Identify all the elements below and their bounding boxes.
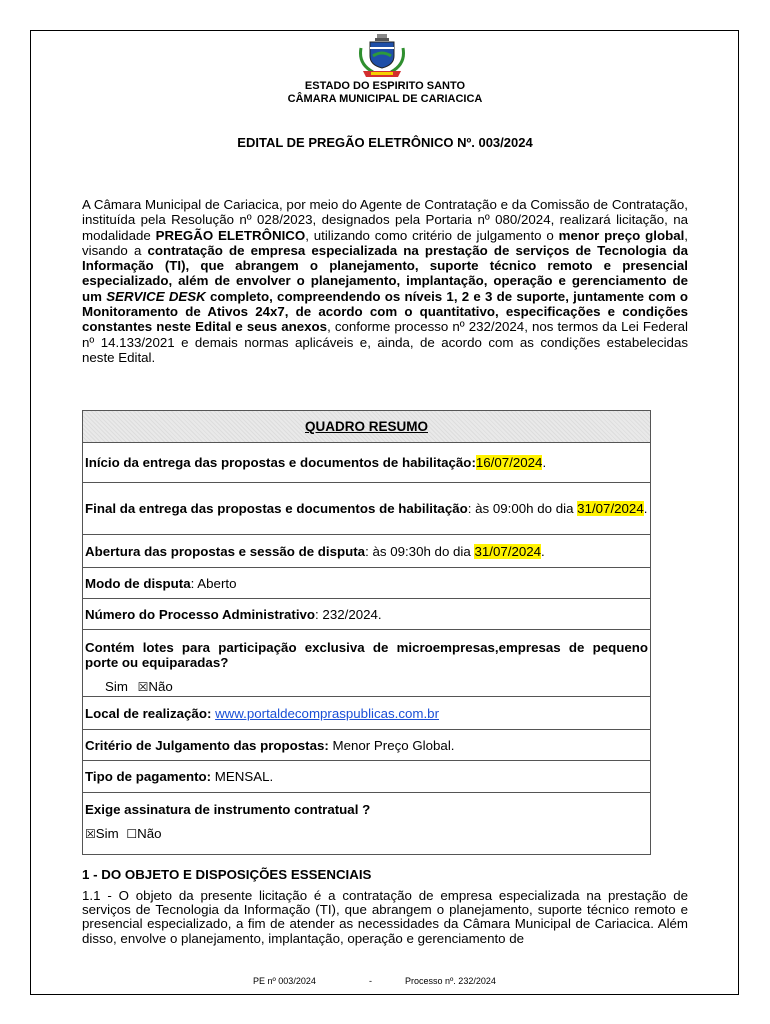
row-value: : às 09:00h do dia [467,501,578,516]
intro-bold: menor preço global [558,227,685,243]
intro-text: A Câmara Municipal de Cariacica, por meio do Agente de Contratação e da Comissão de Contratação, instituída pela Resolução nº 028/2023, designados pela Portaria nº 080/2024, realizará licitação, na modalidade [82,197,688,243]
row-label: Modo de disputa [85,575,191,591]
summary-row-location [83,696,650,729]
row-label: Tipo de pagamento: [85,769,212,784]
summary-heading: QUADRO RESUMO [83,411,650,442]
coat-of-arms-icon [357,34,407,80]
option-no-label: Não [137,826,162,841]
row-value: MENSAL. [211,769,274,784]
row-label: Final da entrega das propostas e documentos de habilitação [85,501,468,516]
row-value: : Aberto [190,575,237,591]
row-label: Critério de Julgamento das propostas: [85,737,329,753]
intro-text: , conforme processo nº 232/2024, nos termos da Lei Federal nº 14.133/2021 e demais normas aplicáveis e, ainda, de acordo com as condições estabelecidas neste Edital. [82,319,688,365]
row-label: Exige assinatura de instrumento contratual ? [85,802,371,817]
state-name: ESTADO DO ESPIRITO SANTO [304,80,466,92]
option-no-label: Não [148,679,173,694]
highlighted-date: 31/07/2024 [577,501,644,516]
highlighted-date: 31/07/2024 [474,543,542,559]
summary-row-end: Final da entrega das propostas e documentos de habilitação: às 09:00h do dia 31/07/2024. [83,482,650,534]
intro-text: , visando a [82,227,688,258]
chamber-name: CÂMARA MUNICIPAL DE CARIACICA [287,93,483,105]
row-value: : às 09:30h do dia [365,543,475,559]
row-value: Menor Preço Global. [328,737,455,753]
summary-row-opening: Abertura das propostas e sessão de disputa: às 09:30h do dia 31/07/2024. [83,534,650,567]
intro-bold: PREGÃO ELETRÔNICO [155,227,306,243]
portal-link[interactable]: www.portaldecompraspublicas.com.br [215,705,440,721]
option-yes-label: Sim [105,679,128,694]
checked-box-icon: ☒ [85,827,96,841]
intro-paragraph [82,197,688,365]
row-label: Número do Processo Administrativo [85,606,316,622]
footer-process: Processo nº. 232/2024 [405,976,496,986]
summary-row-criterion [83,729,650,760]
row-label: Abertura das propostas e sessão de disputa [85,543,366,559]
intro-bold: completo, compreendendo os níveis 1, 2 e 3 de suporte, juntamente com o Monitoramento de Ativos 24x7, de acordo com o quantitativo, especificações e condições constantes neste Edital e seus anexos [82,288,689,335]
row-label: Início da entrega das propostas e documentos de habilitação [85,455,472,470]
section-paragraph: 1.1 - O objeto da presente licitação é a contratação de empresa especializada na prestação de serviços de Tecnologia da Informação (TI), que abrangem o planejamento, suporte técnico remoto e presencial especializado, a fim de atender as necessidades da Câmara Municipal de Cariacica. Além disso, envolve o planejamento, implantação, operação e gerenciamento de [82,888,688,946]
summary-row-payment [83,760,650,792]
summary-row-start: Início da entrega das propostas e documentos de habilitação:16/07/2024. [83,442,650,482]
footer-edital: PE nº 003/2024 [253,976,316,986]
summary-row-contract [83,792,650,854]
checked-box-icon: ☒ [137,680,149,694]
row-value: : 232/2024. [315,606,382,622]
empty-box-icon: ☐ [126,827,138,841]
footer-separator: - [369,976,372,986]
page-title: EDITAL DE PREGÃO ELETRÔNICO Nº. 003/2024 [237,135,533,150]
summary-row-lots [83,629,650,696]
highlighted-date: 16/07/2024 [475,455,543,470]
summary-row-process [83,598,650,629]
intro-bold-italic: SERVICE DESK [106,288,206,304]
summary-table [82,410,651,855]
section-heading: 1 - DO OBJETO E DISPOSIÇÕES ESSENCIAIS [82,867,372,882]
intro-text: , utilizando como critério de julgamento o [305,227,559,243]
row-label: Local de realização: [85,705,212,721]
option-yes-label: Sim [95,826,119,841]
summary-row-mode [83,567,650,598]
row-label: Contém lotes para participação exclusiva de microempresas,empresas de pequeno porte ou equiparadas? [85,640,648,670]
intro-bold: contratação de empresa especializada na prestação de serviços de Tecnologia da Informação (TI), que abrangem o planejamento, suporte técnico remoto e presencial especializado, além de envolver o planejamento, implantação, operação e gerenciamento de um [82,242,688,304]
